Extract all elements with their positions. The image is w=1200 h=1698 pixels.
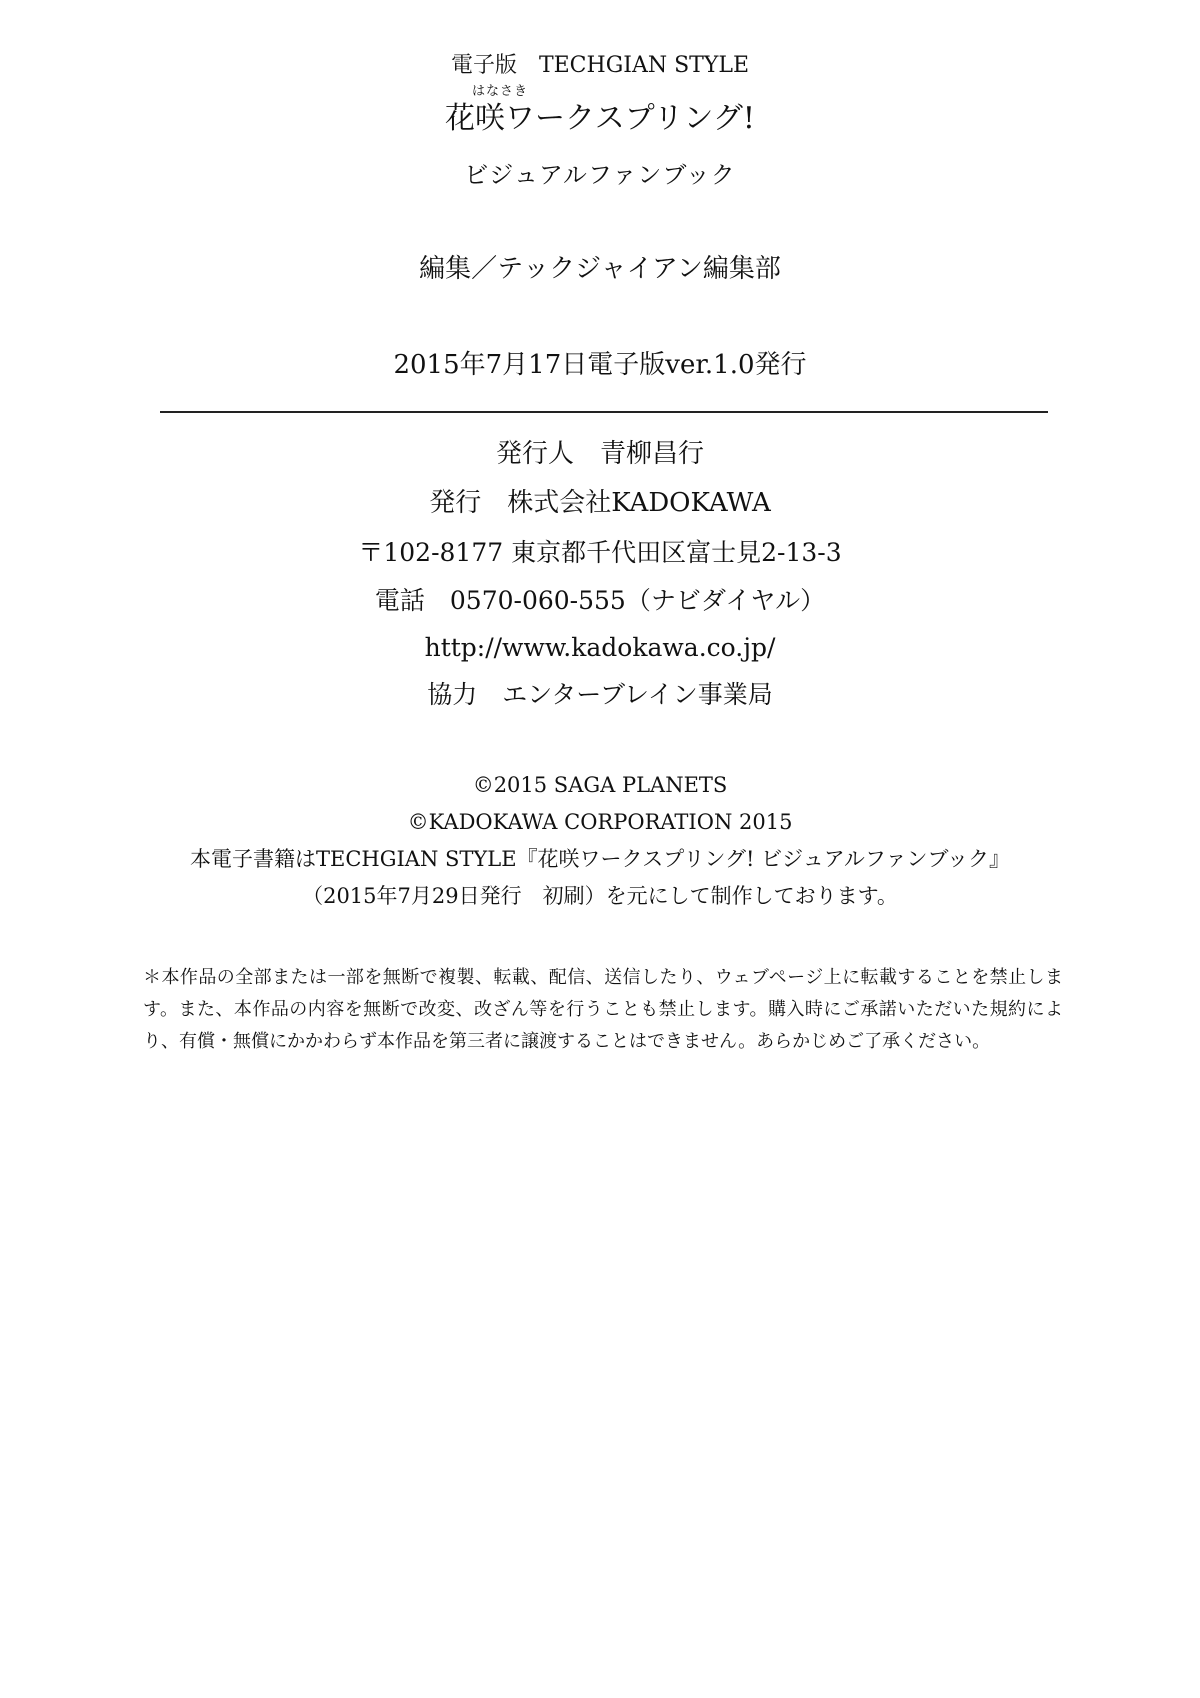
book-subtitle: ビジュアルファンブック [464, 161, 736, 189]
publisher-company: 発行 株式会社KADOKAWA [429, 488, 771, 518]
editor-credit: 編集／テックジャイアン編集部 [419, 254, 781, 284]
divider-rule [160, 411, 1048, 413]
publisher-url: http://www.kadokawa.co.jp/ [424, 633, 776, 662]
book-title: 花咲ワークスプリング! [445, 101, 755, 136]
copyright-line-2: ©KADOKAWA CORPORATION 2015 [407, 810, 793, 834]
edition-header: 電子版 TECHGIAN STYLE [450, 53, 750, 78]
publisher-person: 発行人 青柳昌行 [495, 439, 704, 469]
publication-date: 2015年7月17日電子版ver.1.0発行 [393, 350, 807, 380]
legal-notice: ＊本作品の全部または一部を無断で複製、転載、配信、送信したり、ウェブページ上に転載することを禁止します。また、本作品の内容を無断で改変、改ざん等を行うことも禁止します。購入時にご承諾いただいた規約により、有償・無償にかかわらず本作品を第三者に譲渡することはできません。あらかじめご了承ください。 [143, 967, 1063, 1052]
publisher-address: 〒102-8177 東京都千代田区富士見2-13-3 [358, 538, 842, 567]
source-note-line-2: （2015年7月29日発行 初刷）を元にして制作しております。 [302, 884, 898, 908]
title-ruby: はなさき [471, 84, 528, 99]
cooperation-credit: 協力 エンターブレイン事業局 [427, 680, 773, 709]
copyright-line-1: ©2015 SAGA PLANETS [472, 773, 728, 797]
publisher-phone: 電話 0570-060-555（ナビダイヤル） [374, 586, 826, 615]
source-note-line-1: 本電子書籍はTECHGIAN STYLE『花咲ワークスプリング! ビジュアルファンブック』 [189, 847, 1011, 871]
